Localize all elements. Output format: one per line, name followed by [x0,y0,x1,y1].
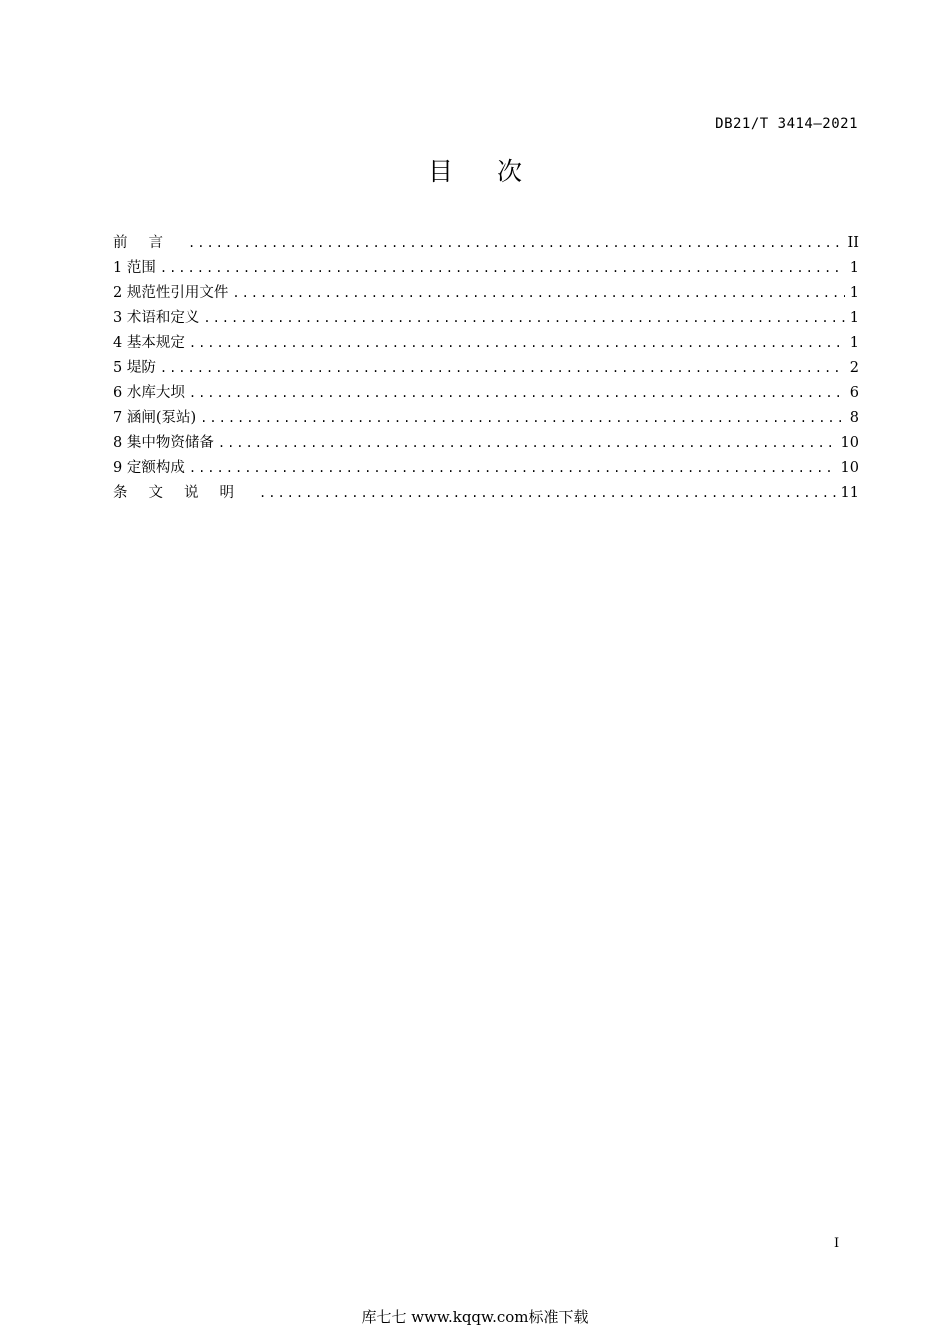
toc-entry-label: 6 水库大坝 [113,385,185,401]
toc-entry-page: II [847,235,859,251]
toc-entry-page: 1 [849,335,859,351]
toc-leader [189,456,837,481]
toc-entry-page: 2 [849,360,859,376]
toc-entry-page: 8 [849,410,859,426]
toc-entry-page: 1 [849,310,859,326]
toc-title-part-1: 目 [427,157,453,186]
toc-entry-page: 1 [849,260,859,276]
toc-entry-page: 6 [849,385,859,401]
toc-title [0,152,950,188]
toc-leader [259,481,837,506]
toc-leader [188,231,844,256]
toc-title-part-2: 次 [497,157,523,186]
toc-entry-page: 10 [840,435,859,451]
toc-entry-explanation[interactable] [113,481,859,506]
table-of-contents [113,231,859,506]
toc-entry-terms[interactable] [113,306,859,331]
toc-entry-label: 前言 [113,235,184,251]
toc-leader [232,281,845,306]
toc-entry-page: 10 [840,460,859,476]
toc-entry-normative-references[interactable] [113,281,859,306]
toc-entry-label: 条文说明 [113,485,255,501]
toc-entry-basic-provisions[interactable] [113,331,859,356]
toc-leader [189,381,845,406]
toc-leader [203,306,845,331]
toc-entry-label: 9 定额构成 [113,460,185,476]
toc-entry-label: 8 集中物资储备 [113,435,214,451]
toc-entry-embankment[interactable] [113,356,859,381]
toc-entry-page: 1 [849,285,859,301]
toc-entry-foreword[interactable] [113,231,859,256]
toc-entry-label: 7 涵闸(泵站) [113,410,197,426]
toc-leader [160,256,845,281]
toc-entry-label: 1 范围 [113,260,156,276]
toc-leader [189,331,845,356]
toc-entry-label: 3 术语和定义 [113,310,200,326]
toc-entry-quota-composition[interactable] [113,456,859,481]
toc-entry-label: 5 堤防 [113,360,156,376]
toc-entry-page: 11 [840,485,859,501]
toc-entry-reservoir-dam[interactable] [113,381,859,406]
toc-entry-scope[interactable] [113,256,859,281]
page-number: I [834,1236,840,1251]
footer-watermark: 库七七 www.kqqw.com标准下载 [361,1308,589,1326]
toc-entry-material-reserve[interactable] [113,431,859,456]
toc-entry-label: 4 基本规定 [113,335,185,351]
document-code: DB21/T 3414—2021 [715,116,858,132]
toc-leader [218,431,837,456]
toc-entry-sluice[interactable] [113,406,859,431]
toc-leader [160,356,845,381]
toc-entry-label: 2 规范性引用文件 [113,285,229,301]
toc-leader [200,406,845,431]
